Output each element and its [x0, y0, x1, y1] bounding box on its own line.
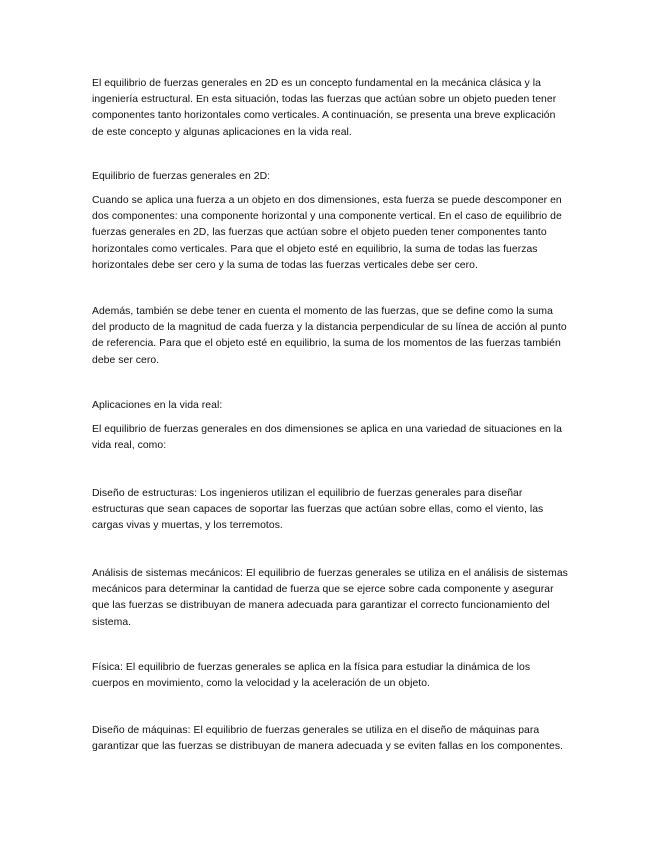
- application-structures-paragraph: Diseño de estructuras: Los ingenieros utilizan el equilibrio de fuerzas generales para diseñar estructuras que sean capaces de soportar las fuerzas que actúan sobre ellas, como el viento, las cargas vivas y muertas, y los terremotos.: [92, 488, 544, 532]
- application-machines-paragraph: Diseño de máquinas: El equilibrio de fuerzas generales se utiliza en el diseño de máquinas para garantizar que las fuerzas se distribuyan de manera adecuada y se eviten fallas en los componentes.: [92, 725, 564, 753]
- equilibrium-explanation-paragraph: Cuando se aplica una fuerza a un objeto en dos dimensiones, esta fuerza se puede descomponer en dos componentes: una componente horizontal y una componente vertical. En el caso de equilibrio de fuerzas generales en 2D, las fuerzas que actúan sobre el objeto pueden tener componentes tanto horizontales como verticales. Para que el objeto esté en equilibrio, la suma de todas las fuerzas horizontales debe ser cero y la suma de todas las fuerzas verticales debe ser cero.: [92, 195, 562, 271]
- section-heading-applications: Aplicaciones en la vida real:: [92, 400, 223, 411]
- intro-paragraph: El equilibrio de fuerzas generales en 2D es un concepto fundamental en la mecánica clásica y la ingeniería estructural. En esta situación, todas las fuerzas que actúan sobre un objeto pueden tener componentes tanto horizontales como verticales. A continuación, se presenta una breve explicación de este concepto y algunas aplicaciones en la vida real.: [92, 78, 557, 138]
- moments-paragraph: Además, también se debe tener en cuenta el momento de las fuerzas, que se define como la suma del producto de la magnitud de cada fuerza y la distancia perpendicular de su línea de acción al punto de referencia. Para que el objeto esté en equilibrio, la suma de los momentos de las fuerzas también debe ser cero.: [92, 306, 567, 366]
- section-heading-equilibrium: Equilibrio de fuerzas generales en 2D:: [92, 171, 271, 182]
- applications-intro-paragraph: El equilibrio de fuerzas generales en dos dimensiones se aplica en una variedad de situaciones en la vida real, como:: [92, 424, 562, 452]
- application-mechanical-systems-paragraph: Análisis de sistemas mecánicos: El equilibrio de fuerzas generales se utiliza en el análisis de sistemas mecánicos para determinar la cantidad de fuerza que se ejerce sobre cada componente y asegurar que las fuerzas se distribuyan de manera adecuada para garantizar el correcto funcionamiento del sistema.: [92, 568, 568, 628]
- application-physics-paragraph: Física: El equilibrio de fuerzas generales se aplica en la física para estudiar la dinámica de los cuerpos en movimiento, como la velocidad y la aceleración de un objeto.: [92, 662, 531, 690]
